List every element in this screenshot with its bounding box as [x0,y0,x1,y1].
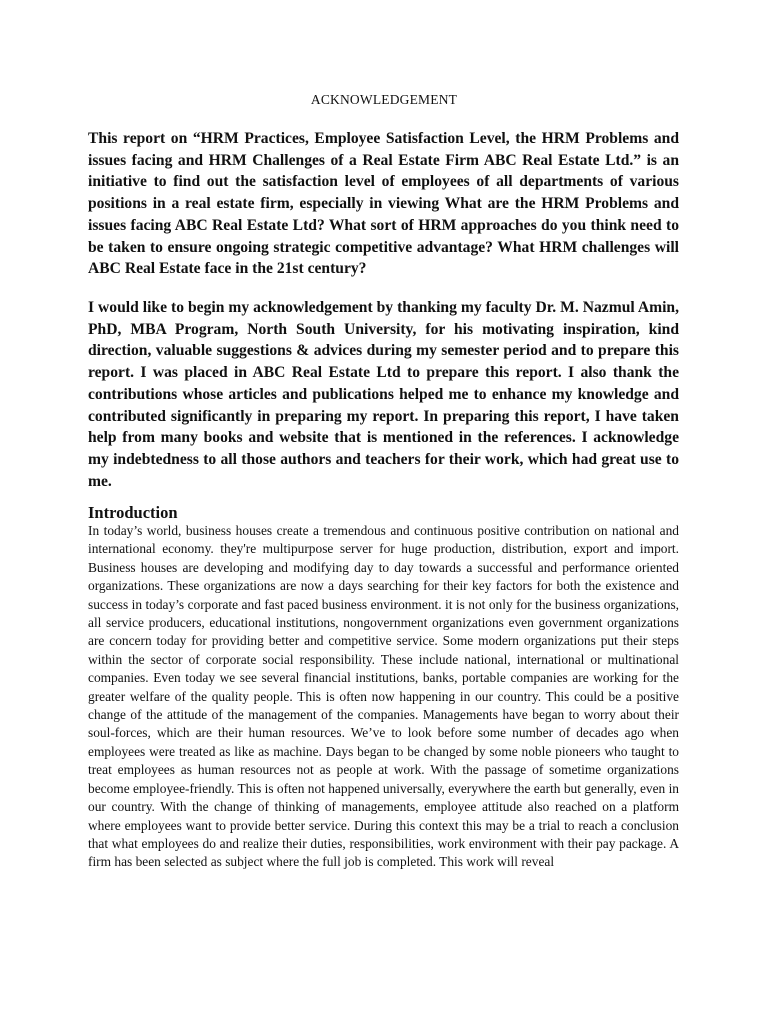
introduction-paragraph: In today’s world, business houses create a tremendous and continuous positive contribution on national and international economy. they're multipurpose server for huge production, distribution, export and import. Business houses are developing and modifying day to day towards a successful and performance oriented organizations. These organizations are now a days searching for their key factors for both the existence and success in today’s corporate and fast paced business environment. it is not only for the business organizations, all service producers, educational institutions, nongovernment organizations even government organizations are concern today for providing better and competitive service. Some modern organizations put their steps within the sector of corporate social responsibility. These include national, international or multinational companies. Even today we see several financial institutions, banks, portable companies are working for the greater welfare of the quality people. This is often now happening in our country. This could be a positive change of the attitude of the management of the companies. Managements have began to worry about their soul-forces, which are their human resources. We’ve to look before some number of decades ago when employees were treated as like as machine. Days began to be changed by some noble pioneers who taught to treat employees as human resources not as people at work. With the passage of sometime organizations become employee-friendly. This is often not happened universally, everywhere the earth but generally, even in our country. With the change of thinking of managements, employee attitude also reached on a platform where employees want to provide better service. During this context this may be a trial to reach a conclusion that what employees do and realize their duties, responsibilities, work environment with their pay package. A firm has been selected as subject where the full job is completed. This work will reveal [88,523,679,870]
acknowledgement-heading: ACKNOWLEDGEMENT [310,92,458,107]
acknowledgement-paragraph-2: I would like to begin my acknowledgement by thanking my faculty Dr. M. Nazmul Amin, PhD, MBA Program, North South University, for his motivating inspiration, kind direction, valuable suggestions & advices during my semester period and to prepare this report. I was placed in ABC Real Estate Ltd to prepare this report. I also thank the contributions whose articles and publications helped me to enhance my knowledge and contributed significantly in preparing my report. In preparing this report, I have taken help from many books and website that is mentioned in the references. I acknowledge my indebtedness to all those authors and teachers for their work, which had great use to me. [88,299,679,490]
introduction-heading: Introduction [88,503,178,522]
acknowledgement-paragraph-1: This report on “HRM Practices, Employee Satisfaction Level, the HRM Problems and issues facing and HRM Challenges of a Real Estate Firm ABC Real Estate Ltd.” is an initiative to find out the satisfaction level of employees of all departments of various positions in a real estate firm, especially in viewing What are the HRM Problems and issues facing ABC Real Estate Ltd? What sort of HRM approaches do you think need to be taken to ensure ongoing strategic competitive advantage? What HRM challenges will ABC Real Estate face in the 21st century? [88,130,679,278]
